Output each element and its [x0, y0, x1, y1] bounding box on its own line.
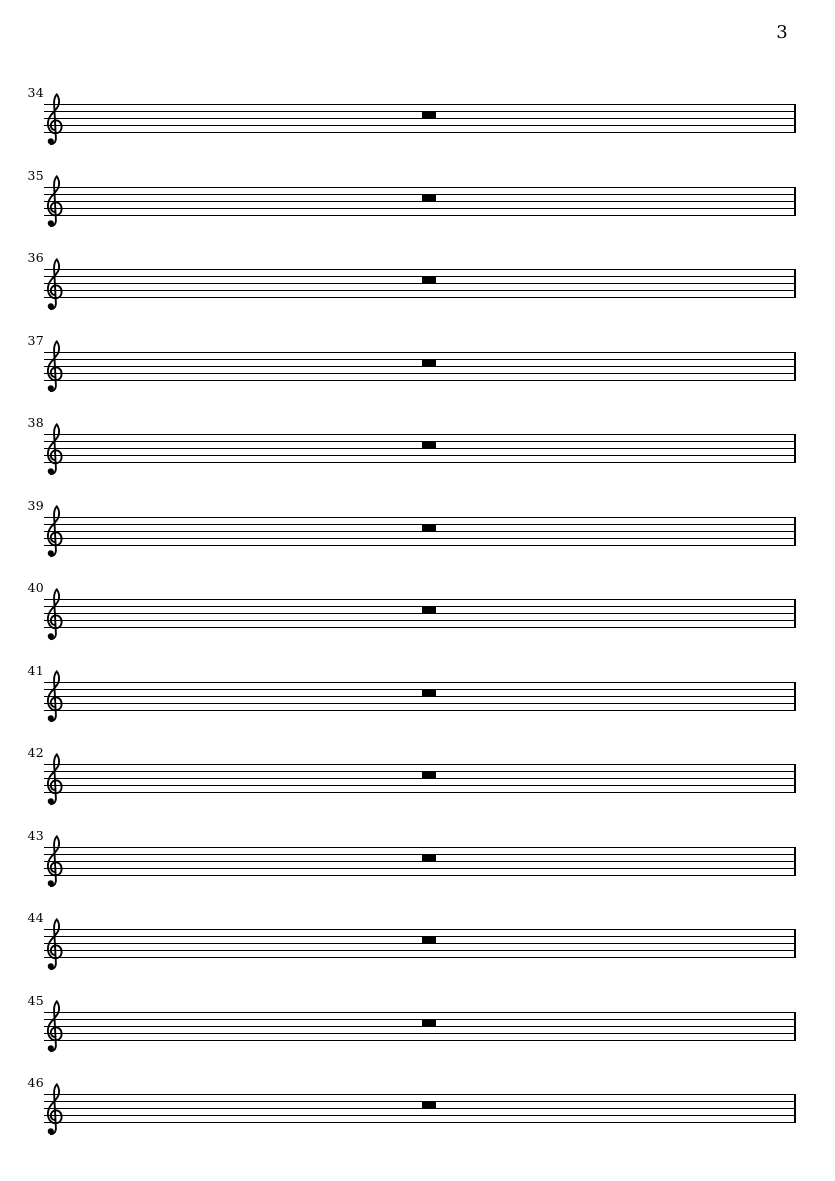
staff-system — [0, 252, 835, 314]
staff-system — [0, 662, 835, 727]
staff-line — [44, 517, 796, 518]
end-barline — [794, 929, 796, 958]
staff-line — [44, 194, 796, 195]
staff-line — [44, 943, 796, 944]
end-barline — [794, 269, 796, 298]
staff-line — [44, 703, 796, 704]
whole-rest-icon — [422, 1020, 436, 1026]
staff-line — [44, 373, 796, 374]
staff-line — [44, 854, 796, 855]
end-barline — [794, 517, 796, 546]
staff-line — [44, 531, 796, 532]
staff-line — [44, 936, 796, 937]
whole-rest-icon — [422, 277, 436, 283]
staff-line — [44, 778, 796, 779]
staff-line — [44, 847, 796, 848]
staff-lines — [44, 764, 796, 793]
measure-number: 40 — [27, 580, 44, 595]
end-barline — [794, 1094, 796, 1123]
staff-lines — [44, 682, 796, 711]
whole-rest-icon — [422, 195, 436, 201]
staff-line — [44, 606, 796, 607]
staff-lines — [44, 599, 796, 628]
whole-rest-icon — [422, 1102, 436, 1108]
staff-system — [0, 582, 835, 644]
staff-line — [44, 448, 796, 449]
staff-line — [44, 875, 796, 876]
staff-line — [44, 929, 796, 930]
staff-line — [44, 380, 796, 381]
staff-line — [44, 710, 796, 711]
whole-rest-icon — [422, 937, 436, 943]
staff-line — [44, 366, 796, 367]
end-barline — [794, 764, 796, 793]
staff-line — [44, 771, 796, 772]
staff-line — [44, 1012, 796, 1013]
staff-line — [44, 359, 796, 360]
staff-line — [44, 455, 796, 456]
staff-line — [44, 545, 796, 546]
measure-number: 46 — [27, 1075, 44, 1090]
staff-lines — [44, 104, 796, 133]
staff-line — [44, 689, 796, 690]
whole-rest-icon — [422, 525, 436, 531]
measure-number: 34 — [27, 85, 44, 100]
staff-line — [44, 764, 796, 765]
end-barline — [794, 599, 796, 628]
end-barline — [794, 187, 796, 216]
staff-line — [44, 104, 796, 105]
staff-line — [44, 1026, 796, 1027]
staff-lines — [44, 1094, 796, 1123]
staff-line — [44, 1094, 796, 1095]
staff-line — [44, 187, 796, 188]
staff-line — [44, 627, 796, 628]
staff-line — [44, 950, 796, 951]
staff-lines — [44, 1012, 796, 1041]
measure-number: 36 — [27, 250, 44, 265]
staff-line — [44, 599, 796, 600]
measure-number: 37 — [27, 332, 44, 348]
staff-line — [44, 861, 796, 862]
measure-number: 45 — [27, 992, 44, 1008]
measure-number: 44 — [27, 910, 44, 925]
staff-system — [0, 992, 835, 1057]
staff-line — [44, 620, 796, 621]
staff-line — [44, 352, 796, 353]
staff-line — [44, 297, 796, 298]
staff-system — [0, 912, 835, 974]
staff-lines — [44, 269, 796, 298]
staff-line — [44, 538, 796, 539]
staff-line — [44, 785, 796, 786]
staff-line — [44, 283, 796, 284]
measure-number: 39 — [27, 497, 44, 513]
staff-line — [44, 269, 796, 270]
whole-rest-icon — [422, 772, 436, 778]
staff-line — [44, 1115, 796, 1116]
staff-system — [0, 87, 835, 149]
staff-line — [44, 682, 796, 683]
staff-line — [44, 696, 796, 697]
staff-line — [44, 441, 796, 442]
staff-line — [44, 1040, 796, 1041]
staff-system — [0, 332, 835, 397]
staff-line — [44, 125, 796, 126]
staff-line — [44, 208, 796, 209]
staff-lines — [44, 847, 796, 876]
end-barline — [794, 434, 796, 463]
whole-rest-icon — [422, 855, 436, 861]
page-number: 3 — [776, 22, 788, 43]
staff-line — [44, 524, 796, 525]
staff-line — [44, 868, 796, 869]
staff-line — [44, 613, 796, 614]
staff-system — [0, 497, 835, 562]
measure-number: 43 — [27, 827, 44, 843]
staff-line — [44, 118, 796, 119]
whole-rest-icon — [422, 690, 436, 696]
staff-system — [0, 1077, 835, 1139]
staff-line — [44, 792, 796, 793]
staff-line — [44, 1122, 796, 1123]
staff-lines — [44, 517, 796, 546]
staff-lines — [44, 434, 796, 463]
staff-lines — [44, 929, 796, 958]
whole-rest-icon — [422, 442, 436, 448]
end-barline — [794, 682, 796, 711]
end-barline — [794, 847, 796, 876]
staff-line — [44, 1033, 796, 1034]
measure-number: 41 — [27, 662, 44, 678]
staff-system — [0, 827, 835, 892]
measure-number: 42 — [27, 745, 44, 760]
whole-rest-icon — [422, 112, 436, 118]
measure-number: 38 — [27, 415, 44, 430]
whole-rest-icon — [422, 360, 436, 366]
staff-line — [44, 132, 796, 133]
staff-line — [44, 434, 796, 435]
staff-line — [44, 215, 796, 216]
whole-rest-icon — [422, 607, 436, 613]
staff-line — [44, 1019, 796, 1020]
staff-line — [44, 1101, 796, 1102]
staff-line — [44, 290, 796, 291]
staff-system — [0, 167, 835, 232]
end-barline — [794, 1012, 796, 1041]
staff-line — [44, 111, 796, 112]
staff-line — [44, 462, 796, 463]
measure-number: 35 — [27, 167, 44, 183]
staff-line — [44, 276, 796, 277]
end-barline — [794, 352, 796, 381]
staff-line — [44, 957, 796, 958]
staff-system — [0, 417, 835, 479]
staff-line — [44, 1108, 796, 1109]
end-barline — [794, 104, 796, 133]
staff-lines — [44, 187, 796, 216]
staff-line — [44, 201, 796, 202]
staff-lines — [44, 352, 796, 381]
staff-system — [0, 747, 835, 809]
